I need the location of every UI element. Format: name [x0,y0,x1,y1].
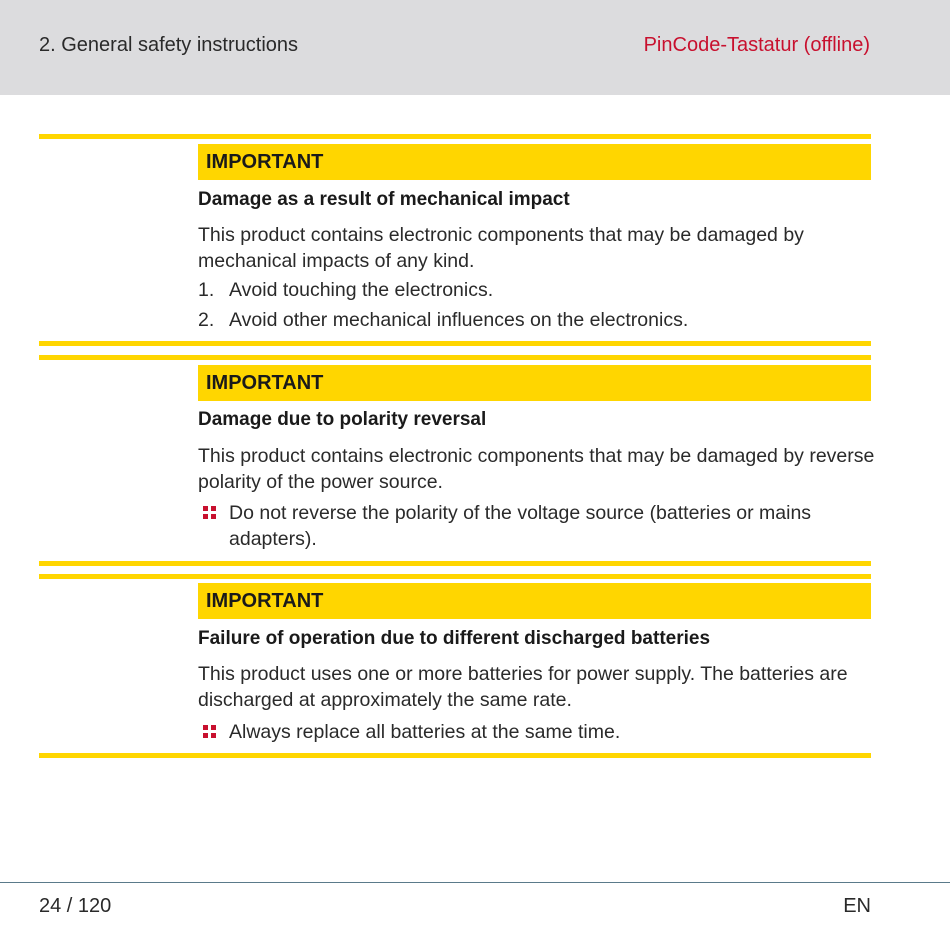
list-item-text: Avoid other mechanical influences on the electronics. [229,309,689,331]
bullet-icon [203,506,216,519]
section-title: 2. General safety instructions [39,34,299,56]
notice-bottom-rule [39,753,871,758]
list-item [198,719,878,745]
list-item-text: Do not reverse the polarity of the voltage source (batteries or mains adapters). [229,502,812,550]
language-code: EN [843,895,871,917]
notice-top-rule [39,574,871,579]
notice-bottom-rule [39,341,871,346]
list-item [198,277,878,303]
notice-heading: Failure of operation due to different discharged batteries [198,628,711,649]
notice-heading: Damage due to polarity reversal [198,409,487,430]
page-number: 24 / 120 [39,895,112,917]
notice-label: IMPORTANT [198,365,871,401]
notice-top-rule [39,355,871,360]
page-header [0,0,950,95]
notice-text: This product contains electronic components that may be damaged by mechanical impacts of any kind. [198,224,804,272]
notice-heading: Damage as a result of mechanical impact [198,189,570,210]
notice-text: This product contains electronic components that may be damaged by reverse polarity of the power source. [198,445,875,493]
bullet-icon [203,725,216,738]
notice-bottom-rule [39,561,871,566]
list-item [198,500,878,552]
list-item-text: Always replace all batteries at the same time. [229,721,621,743]
notice-text: This product uses one or more batteries for power supply. The batteries are discharged at approximately the same rate. [198,663,848,711]
notice-label: IMPORTANT [198,583,871,619]
list-item-text: Avoid touching the electronics. [229,279,494,301]
notice-top-rule [39,134,871,139]
notice-label: IMPORTANT [198,144,871,180]
footer-divider [0,882,950,883]
list-item [198,307,878,333]
product-name: PinCode-Tastatur (offline) [643,34,870,56]
list-number: 1. [198,279,215,301]
list-number: 2. [198,309,215,331]
